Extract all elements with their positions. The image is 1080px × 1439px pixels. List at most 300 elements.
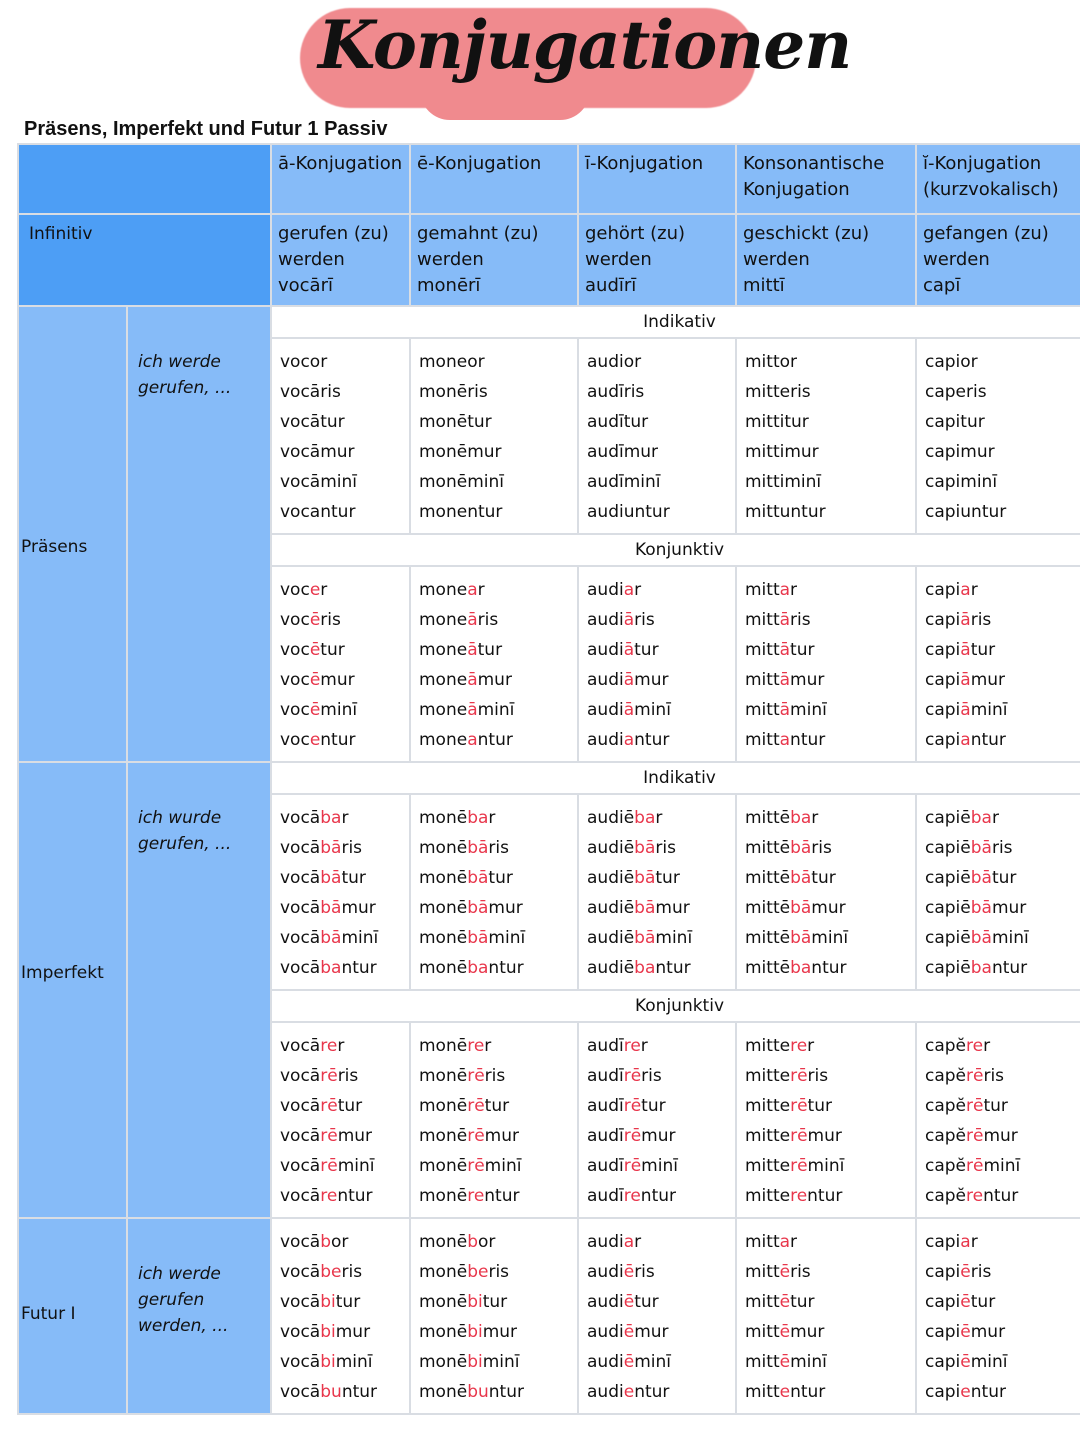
form-marker: ē <box>309 670 321 690</box>
form-marker: rē <box>623 1096 642 1116</box>
conjugated-form <box>745 635 907 665</box>
form-marker: a <box>960 1232 971 1252</box>
conjugated-form <box>419 923 569 953</box>
form-marker: ē <box>309 610 321 630</box>
form-marker: ē <box>960 1262 971 1282</box>
form-stem: vocāmur <box>280 442 355 462</box>
form-marker: rē <box>790 1066 808 1086</box>
form-stem: mitt <box>745 1382 780 1402</box>
form-marker: ē <box>779 1352 791 1372</box>
form-marker: ba <box>467 808 489 828</box>
conjugated-form <box>745 407 907 437</box>
form-stem: audiē <box>587 898 635 918</box>
form-ending: ris <box>811 838 832 858</box>
form-stem: vocā <box>280 808 321 828</box>
conjugated-form <box>745 1347 907 1377</box>
conjugated-form <box>280 1091 401 1121</box>
form-marker: ā <box>960 700 971 720</box>
conjugated-form <box>587 467 727 497</box>
form-marker: a <box>623 1232 635 1252</box>
conjugated-form <box>925 725 1079 755</box>
conjugated-form <box>925 893 1079 923</box>
conjugated-form <box>280 1347 401 1377</box>
form-marker: re <box>623 1036 641 1056</box>
form-ending: ris <box>488 1262 510 1282</box>
form-ending: ris <box>320 610 341 630</box>
form-stem: voc <box>280 670 310 690</box>
conjugated-form <box>587 863 727 893</box>
form-stem: capi <box>925 640 961 660</box>
conjugated-form <box>925 695 1079 725</box>
conjugated-form <box>925 1377 1079 1407</box>
form-stem: voc <box>280 700 310 720</box>
infinitive-line: monērī <box>417 275 481 296</box>
form-ending: mur <box>634 1322 669 1342</box>
form-ending: minī <box>790 700 827 720</box>
conjugated-form <box>587 635 727 665</box>
conjugated-form <box>280 725 401 755</box>
form-marker: ā <box>960 640 971 660</box>
infinitive-label: Infinitiv <box>29 224 93 244</box>
form-stem: mitt <box>745 610 780 630</box>
conjugated-form <box>419 1031 569 1061</box>
conjugated-form <box>587 1121 727 1151</box>
form-stem: mittē <box>745 808 791 828</box>
form-stem: mitt <box>745 1322 780 1342</box>
form-ending: mur <box>488 898 523 918</box>
form-marker: bi <box>467 1292 483 1312</box>
form-marker: ā <box>779 640 791 660</box>
form-stem: capiuntur <box>925 502 1007 522</box>
form-stem: capiē <box>925 928 971 948</box>
conjugated-form <box>925 833 1079 863</box>
conjugated-form <box>745 725 907 755</box>
infinitive-line: gefangen (zu) <box>923 223 1049 244</box>
conjugated-form <box>419 1181 569 1211</box>
conjugated-form <box>280 407 401 437</box>
conjugated-form <box>587 833 727 863</box>
conjugated-form <box>925 467 1079 497</box>
form-stem: mitte <box>745 1096 791 1116</box>
form-marker: bā <box>790 898 812 918</box>
conjugated-form <box>925 923 1079 953</box>
form-stem: vocā <box>280 1156 321 1176</box>
form-ending: mur <box>320 670 355 690</box>
form-stem: mitt <box>745 1292 780 1312</box>
conjugated-form <box>925 1347 1079 1377</box>
conjugated-form <box>745 1287 907 1317</box>
form-marker: a <box>779 730 791 750</box>
conjugated-form <box>745 1151 907 1181</box>
form-stem: vocātur <box>280 412 345 432</box>
conjugated-form <box>280 1257 401 1287</box>
form-marker: e <box>623 1382 635 1402</box>
conjugated-form <box>925 803 1079 833</box>
form-ending: ntur <box>320 730 356 750</box>
form-stem: audior <box>587 352 642 372</box>
form-stem: capĕ <box>925 1066 967 1086</box>
conjugated-form <box>280 1377 401 1407</box>
conjugated-form <box>925 1061 1079 1091</box>
form-marker: e <box>309 730 321 750</box>
infinitive-line: gehört (zu) <box>585 223 686 244</box>
form-ending: ntur <box>991 958 1028 978</box>
form-stem: capior <box>925 352 978 372</box>
conjugated-form <box>419 1061 569 1091</box>
form-stem: audī <box>587 1126 624 1146</box>
conjugated-form <box>587 1347 727 1377</box>
conjugation-cell <box>578 566 736 762</box>
conjugated-form <box>280 923 401 953</box>
form-marker: a <box>960 580 971 600</box>
form-marker: bā <box>320 928 342 948</box>
form-marker: rē <box>467 1126 485 1146</box>
form-marker: rē <box>320 1156 338 1176</box>
form-marker: ba <box>970 808 992 828</box>
conjugated-form <box>419 347 569 377</box>
conjugated-form <box>587 1091 727 1121</box>
form-ending: minī <box>484 1156 522 1176</box>
form-ending: mur <box>482 1322 518 1342</box>
form-marker: ē <box>309 700 321 720</box>
form-stem: vocā <box>280 1066 321 1086</box>
form-stem: vocā <box>280 1186 321 1206</box>
conjugated-form <box>925 575 1079 605</box>
form-marker: ba <box>467 958 489 978</box>
form-ending: ris <box>970 610 992 630</box>
conjugated-form <box>280 497 401 527</box>
conjugated-form <box>280 953 401 983</box>
form-ending: tur <box>320 640 345 660</box>
form-ending: tur <box>811 868 836 888</box>
form-marker: ā <box>623 700 635 720</box>
form-stem: vocā <box>280 1096 321 1116</box>
form-stem: audīminī <box>587 472 661 492</box>
form-ending: ris <box>790 1262 811 1282</box>
form-stem: vocā <box>280 868 321 888</box>
form-stem: vocā <box>280 838 321 858</box>
form-ending: mur <box>641 1126 676 1146</box>
form-marker: bā <box>320 898 342 918</box>
conjugated-form <box>280 605 401 635</box>
tense-label: Präsens <box>21 537 88 557</box>
conjugated-form <box>745 1121 907 1151</box>
form-ending: r <box>970 1232 978 1252</box>
form-marker: bi <box>467 1322 483 1342</box>
infinitive-line: werden <box>278 249 345 270</box>
form-marker: ā <box>467 700 478 720</box>
form-marker: bā <box>970 868 992 888</box>
form-ending: ntur <box>634 1382 670 1402</box>
form-ending: minī <box>655 928 693 948</box>
form-marker: rē <box>467 1096 485 1116</box>
conjugated-form <box>419 1347 569 1377</box>
form-ending: ris <box>991 838 1013 858</box>
form-stem: mitt <box>745 640 780 660</box>
form-stem: mone <box>419 640 468 660</box>
form-ending: minī <box>482 1352 520 1372</box>
conjugated-form <box>745 347 907 377</box>
form-ending: or <box>331 1232 349 1252</box>
form-ending: tur <box>477 640 503 660</box>
infinitive-line: werden <box>585 249 652 270</box>
form-stem: capi <box>925 1262 961 1282</box>
form-ending: ris <box>488 838 509 858</box>
conjugated-form <box>745 1181 907 1211</box>
form-ending: r <box>640 1036 648 1056</box>
form-stem: audi <box>587 580 624 600</box>
form-stem: mitt <box>745 1262 780 1282</box>
form-stem: audī <box>587 1186 624 1206</box>
form-ending: minī <box>320 700 358 720</box>
conjugation-cell <box>916 1218 1080 1414</box>
form-ending: ntur <box>488 1382 524 1402</box>
form-ending: ntur <box>790 1382 826 1402</box>
header-corner <box>18 144 271 214</box>
form-ending: mur <box>790 670 825 690</box>
conjugated-form <box>745 893 907 923</box>
infinitive-line: gerufen (zu) <box>278 223 389 244</box>
infinitive-cell <box>271 214 410 306</box>
column-header: ā-Konjugation <box>271 144 410 214</box>
form-ending: r <box>484 1036 492 1056</box>
conjugation-cell <box>916 338 1080 534</box>
conjugation-cell <box>271 338 410 534</box>
form-marker: rē <box>467 1066 485 1086</box>
conjugated-form <box>280 1181 401 1211</box>
form-marker: ē <box>779 1322 791 1342</box>
form-marker: ē <box>960 1292 971 1312</box>
page-subtitle: Präsens, Imperfekt und Futur 1 Passiv <box>24 118 388 140</box>
infinitive-cell <box>916 214 1080 306</box>
form-stem: mittē <box>745 928 791 948</box>
infinitive-line: werden <box>743 249 810 270</box>
form-stem: monē <box>419 1382 468 1402</box>
conjugated-form <box>419 833 569 863</box>
tense-label: Futur I <box>21 1304 76 1324</box>
form-stem: vocā <box>280 1232 321 1252</box>
conjugated-form <box>587 377 727 407</box>
mood-label: Konjunktiv <box>271 534 1080 566</box>
conjugation-cell <box>916 794 1080 990</box>
form-stem: audiē <box>587 868 635 888</box>
conjugated-form <box>419 605 569 635</box>
form-ending: tur <box>634 640 659 660</box>
form-marker: rē <box>966 1066 984 1086</box>
conjugated-form <box>745 863 907 893</box>
conjugated-form <box>419 665 569 695</box>
form-ending: ris <box>655 838 676 858</box>
conjugation-cell <box>271 794 410 990</box>
form-marker: rē <box>790 1096 808 1116</box>
form-stem: vocā <box>280 1262 321 1282</box>
conjugated-form <box>925 953 1079 983</box>
form-stem: mittimur <box>745 442 819 462</box>
form-stem: vocā <box>280 1292 321 1312</box>
form-stem: audi <box>587 1232 624 1252</box>
infinitive-row <box>18 214 1080 306</box>
form-marker: bā <box>790 838 812 858</box>
conjugated-form <box>419 1151 569 1181</box>
form-stem: monē <box>419 928 468 948</box>
form-marker: bu <box>320 1382 342 1402</box>
form-stem: mittē <box>745 898 791 918</box>
tense-label-cell <box>18 306 127 762</box>
form-ending: ris <box>641 1066 662 1086</box>
form-marker: ā <box>960 610 971 630</box>
conjugated-form <box>419 695 569 725</box>
form-stem: audī <box>587 1036 624 1056</box>
form-ending: minī <box>991 928 1029 948</box>
conjugated-form <box>280 1061 401 1091</box>
conjugation-cell <box>410 1022 578 1218</box>
conjugated-form <box>587 347 727 377</box>
form-stem: voc <box>280 730 310 750</box>
conjugated-form <box>587 437 727 467</box>
form-ending: tur <box>790 1292 815 1312</box>
conjugated-form <box>419 863 569 893</box>
mood-label: Konjunktiv <box>271 990 1080 1022</box>
form-marker: rē <box>623 1156 642 1176</box>
conjugated-form <box>745 953 907 983</box>
conjugation-cell <box>736 338 916 534</box>
form-stem: audi <box>587 1382 624 1402</box>
conjugation-cell <box>578 1022 736 1218</box>
form-marker: e <box>309 580 321 600</box>
form-stem: capi <box>925 1382 961 1402</box>
page-title: Konjugationen <box>318 6 852 84</box>
conjugated-form <box>745 377 907 407</box>
form-ending: mur <box>477 670 512 690</box>
form-ending: r <box>811 808 819 828</box>
conjugated-form <box>745 1227 907 1257</box>
form-ending: minī <box>790 1352 827 1372</box>
conjugated-form <box>745 665 907 695</box>
header-row <box>18 144 1080 214</box>
form-marker: rē <box>966 1126 984 1146</box>
conjugated-form <box>280 695 401 725</box>
form-ending: tur <box>970 640 996 660</box>
form-stem: vocā <box>280 958 321 978</box>
form-stem: mone <box>419 580 468 600</box>
form-marker: ā <box>467 610 478 630</box>
conjugated-form <box>745 575 907 605</box>
translation-text: ich werde gerufen, ... <box>138 352 232 398</box>
form-stem: vocā <box>280 1322 321 1342</box>
form-stem: audi <box>587 670 624 690</box>
form-marker: bi <box>467 1352 483 1372</box>
form-stem: monē <box>419 1096 468 1116</box>
form-marker: ba <box>634 808 656 828</box>
form-marker: ba <box>634 958 656 978</box>
infinitive-line: audīrī <box>585 275 637 296</box>
translation-cell <box>127 762 271 1218</box>
form-ending: tur <box>337 1096 363 1116</box>
form-ending: ntur <box>970 1382 1006 1402</box>
conjugated-form <box>925 1181 1079 1211</box>
form-stem: audī <box>587 1156 624 1176</box>
form-stem: capi <box>925 1292 961 1312</box>
form-stem: capĕ <box>925 1096 967 1116</box>
form-stem: capĕ <box>925 1126 967 1146</box>
form-stem: vocantur <box>280 502 356 522</box>
form-stem: audīris <box>587 382 645 402</box>
form-stem: capimur <box>925 442 995 462</box>
conjugated-form <box>745 1031 907 1061</box>
form-marker: a <box>467 580 478 600</box>
form-stem: monē <box>419 1292 468 1312</box>
form-stem: audi <box>587 700 624 720</box>
form-marker: ba <box>790 958 812 978</box>
form-marker: ē <box>623 1292 635 1312</box>
conjugated-form <box>587 1257 727 1287</box>
form-ending: tur <box>970 1292 996 1312</box>
form-stem: voc <box>280 580 310 600</box>
form-ending: tur <box>335 1292 361 1312</box>
column-header: ē-Konjugation <box>410 144 578 214</box>
form-marker: ba <box>320 958 342 978</box>
forms-row <box>18 1218 1080 1414</box>
form-ending: ntur <box>341 958 377 978</box>
infinitive-line: werden <box>417 249 484 270</box>
form-stem: mitt <box>745 1232 780 1252</box>
form-stem: monē <box>419 1186 468 1206</box>
form-stem: audiē <box>587 958 635 978</box>
form-stem: capiē <box>925 868 971 888</box>
form-ending: minī <box>337 1156 375 1176</box>
conjugated-form <box>587 893 727 923</box>
form-marker: a <box>960 730 971 750</box>
conjugated-form <box>280 377 401 407</box>
form-marker: ā <box>779 670 791 690</box>
form-marker: bā <box>467 898 489 918</box>
infinitive-cell <box>736 214 916 306</box>
form-marker: ē <box>309 640 321 660</box>
form-stem: capĕ <box>925 1036 967 1056</box>
translation-cell <box>127 306 271 762</box>
tense-label-cell <box>18 762 127 1218</box>
conjugated-form <box>280 1121 401 1151</box>
form-stem: vocā <box>280 1352 321 1372</box>
form-stem: capi <box>925 1322 961 1342</box>
form-stem: monentur <box>419 502 503 522</box>
conjugated-form <box>745 605 907 635</box>
translation-text: ich werde gerufen werden, ... <box>138 1264 229 1336</box>
form-ending: r <box>320 580 328 600</box>
form-stem: audī <box>587 1096 624 1116</box>
form-stem: monē <box>419 898 468 918</box>
conjugated-form <box>280 1227 401 1257</box>
form-marker: bā <box>970 838 992 858</box>
form-ending: mur <box>790 1322 825 1342</box>
form-ending: mur <box>970 1322 1006 1342</box>
form-marker: rē <box>320 1066 338 1086</box>
form-ending: minī <box>477 700 515 720</box>
conjugation-cell <box>271 1022 410 1218</box>
form-stem: mone <box>419 670 468 690</box>
form-ending: r <box>807 1036 815 1056</box>
form-stem: capiē <box>925 838 971 858</box>
conjugated-form <box>587 1031 727 1061</box>
form-marker: re <box>790 1036 808 1056</box>
form-stem: monēris <box>419 382 488 402</box>
form-ending: tur <box>991 868 1017 888</box>
conjugated-form <box>419 377 569 407</box>
form-marker: bā <box>970 928 992 948</box>
conjugated-form <box>587 605 727 635</box>
column-header: ī-Konjugation <box>578 144 736 214</box>
form-ending: ntur <box>640 1186 677 1206</box>
